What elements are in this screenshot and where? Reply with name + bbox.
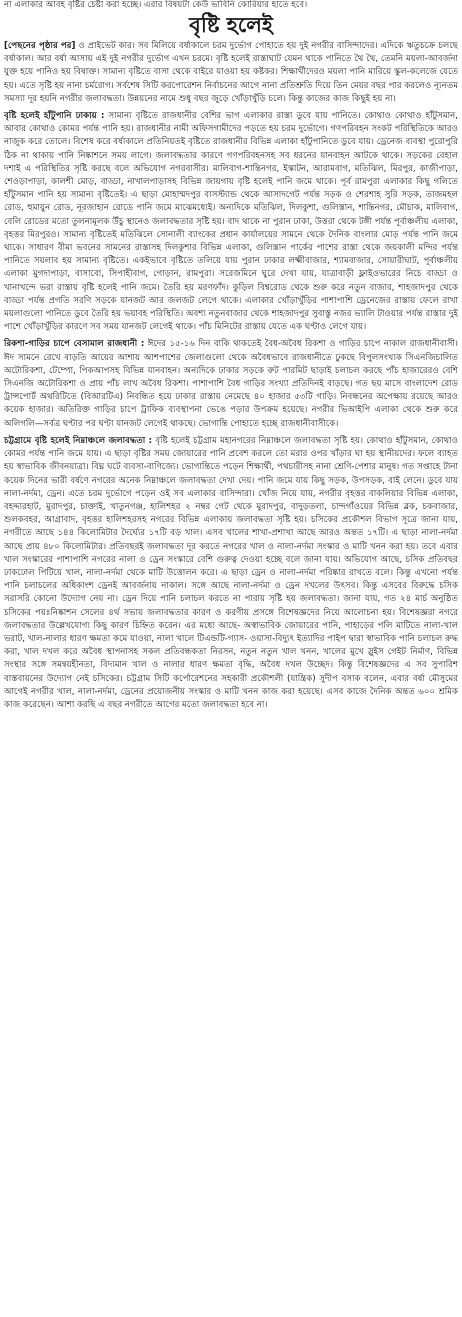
paragraph-text: সামান্য বৃষ্টিতে রাজধানীর বেশির ভাগ এলাকার রাস্তা ডুবে যায় পানিতে। কোথাও কোথাও হাঁটুসমান, আবার কোথাও কোমর পর্যন্ত পানি হয়। রাজধানীর নামী অফিসগামীদের পড়তে হয় চরম দুর্ভোগে। গণপরিবহন সংকট পরিস্থিতিকে আরও নাজুক করে তোলে। বিশেষ করে বর্ষাকালে প্রতিনিয়তই বৃষ্টিতে রাজধানীর বিভিন্ন এলাকা হাঁটুপানিতে ডুবে যায়। ড্রেনেজ ব্যবস্থা পুরোপুরি ঠিক না থাকায় পানি নিষ্কাশনে সময় লাগে। জলাবদ্ধতার কারণে গণপরিবহনসহ সব ধরনের যানবাহন আটকে থাকে। সড়কের বেহাল দশাই এ পরিস্থিতির সৃষ্টি করছে বলে অভিযোগ নগরবাসীর। মালিবাগ-শান্তিনগর, ইস্কাটন, আরামবাগ, মতিঝিল, মিরপুর, কাজীপাড়া, শেওড়াপাড়া, কালশী মোড়, বাড্ডা, নাখালপাড়াসহ বিভিন্ন জায়গায় বৃষ্টি হলেই পানি জমে থাকে। পূর্ব রামপুরা এলাকার কিছু গলিতে হাঁটুসমান পানি হয় সামান্য বৃষ্টিতেই। এ ছাড়া মোহাম্মদপুর বাসস্ট্যান্ড থেকে আসাদগেট পর্যন্ত সড়ক ও শেরশাহ সুরি সড়ক, তাজমহল রোড, হুমায়ুন রোড, নূরজাহান রোডে পানি জমে মাঝেমধ্যেই। অন্যদিকে মতিঝিল, দিলকুশা, গুলিস্তান, শান্তিনগর, মৌচাক, মালিবাগ, বেলি রোডের মতো তুলনামূলক উঁচু স্থানেও জলাবদ্ধতার সৃষ্টি হয়। বাদ থাকে না পুরান ঢাকা, উত্তরা থেকে টঙ্গী পর্যন্ত পূর্বাঞ্চলীয় এলাকা, বৃহত্তর মিরপুরও। সামান্য বৃষ্টিতেই মতিঝিলে সোনালী ব্যাংকের প্রধান কার্যালয়ের সামনে থেকে দৈনিক বাংলার মোড় পর্যন্ত পানি জমে থাকে। সাধারণ বীমা ভবনের সামনের রাস্তাসহ দিলকুশার বিভিন্ন এলাকা, গুলিস্তান পার্কের পাশের রাস্তা থেকে জয়কালী মন্দির পর্যন্ত পানিতে সয়লাব হয় সামান্য বৃষ্টিতে। একইভাবে বৃষ্টিতে তলিয়ে যায় পুরান ঢাকার লক্ষ্মীবাজার, শ্যামবাজার, সোয়ারীঘাট, পূর্বাঞ্চলীয় এলাকা মুগদাপাড়া, বাসাবো, সিপাহীবাগ, গোড়ান, রামপুরা। সরেজমিনে ঘুরে দেখা যায়, যাত্রাবাড়ী ফ্লাইওভারের নিচে বাড্ডা ও খানাখন্দে ভরা রাস্তায় বৃষ্টি হলেই পানি জমে। তৈরি হয় মরণফাঁদ। কুড়িল বিশ্বরোড থেকে শুরু করে নতুন বাজার, শাহজাদপুর থেকে বাড্ডা পর্যন্ত প্রগতি সরণি সড়কে যানজট আর জলজট লেগে থাকে। এলাকার খোঁড়াখুঁড়ির পাশাপাশি ড্রেনেজের রাস্তায় ফেলে রাখা ময়লাগুলো পানিতে ডুবে তৈরি হয় ভয়াবহ পরিস্থিতি। অবশ্য নতুনবাজার থেকে শাহজাদপুর সুবাস্তু নজর ভ্যালি টাওয়ার পর্যন্ত রাস্তার দুই পাশে খোঁড়াখুঁড়ির কারণে সব সময় যানজট লেগেই থাকে। পাঁচ মিনিটের রাস্তায় যেতে এক ঘণ্টাও লেগে যায়।: [4, 111, 458, 333]
article-paragraph-intro: [4, 40, 458, 106]
paragraph-text: ঈদের ১৫-১৬ দিন বাকি থাকতেই বৈধ-অবৈধ রিকশা ও গাড়ির চাপে নাকাল রাজধানীবাসী। ঈদ সামনে রেখে বাড়তি আয়ের আশায় আশপাশের জেলাগুলো থেকে অবৈধভাবে রাজধানীতে ঢুকছে বিপুলসংখ্যক সিএনজিচালিত অটোরিকশা, টেম্পো, পিকআপসহ বিভিন্ন যানবাহন। অন্যদিকে ঢাকার সড়কে রুট পারমিট ছাড়াই চলাচল করছে পাঁচ হাজারেরও বেশি সিএনজি অটোরিকশা ও প্রায় পাঁচ লাখ অবৈধ রিকশা। পাশাপাশি বৈধ গাড়ির সংখ্যা প্রতিদিনই বাড়ছে। গত ছয় মাসে বাংলাদেশ রোড ট্রান্সপোর্ট অথরিটিতে (বিআরটিএ) নিবন্ধিত হয়ে ঢাকার রাস্তায় নেমেছে ৪০ হাজার ৫৩টি গাড়ি। নিবন্ধনের অপেক্ষায় রয়েছে আরও কয়েক হাজার। অতিরিক্ত গাড়ির চাপে ট্রাফিক ব্যবস্থাপনা ভেঙে পড়ার উপক্রম হয়েছে। নগরীর ভিআইপি এলাকা থেকে শুরু করে অলিগলি—সর্বত্র ঘণ্টার পর ঘণ্টা যানজট লেগেই থাকছে। ভোগান্তি পোহাতে হচ্ছে রাজধানীবাসীকে।: [4, 339, 459, 429]
previous-article-fragment: না এলাকার আবহ বৃষ্টির চেষ্টা করা হচ্ছে। এরার বিষয়টা কেউ ভাবিনি কোরিয়ার হাতে হবে।: [4, 0, 308, 10]
article-paragraph-traffic: [4, 338, 458, 430]
subheading-chattogram: চট্টগ্রামে বৃষ্টি হলেই নিম্নাঞ্চলে জলাবদ্ধতা :: [4, 435, 153, 446]
article-paragraph-chattogram: [4, 435, 458, 712]
paragraph-text: বৃষ্টি হলেই চট্টগ্রাম মহানগরের নিম্নাঞ্চলে জলাবদ্ধতা সৃষ্টি হয়। কোথাও হাঁটুসমান, কোথাও কোমর পর্যন্ত পানি জমে যায়। এ ছাড়া বৃষ্টির সময় জোয়ারের পানি প্রবেশ করলে তো মরার ওপর খাঁড়ার ঘা হয় স্থানীয়দের। ফলে ব্যাহত হয় স্বাভাবিক জীবনযাত্রা। বিঘ্ন ঘটে ব্যবসা-বাণিজ্যে। ভোগান্তিতে পড়েন শিক্ষার্থী, পথচারীসহ নানা শ্রেণি-পেশার মানুষ। গত সপ্তাহে টানা কয়েক দিনের ভারী বর্ষণে নগরের অনেক নিম্নাঞ্চলে জলাবদ্ধতা দেখা দেয়। পানি জমে যায় কিছু সড়ক, উপসড়ক, বাই লেনে। ডুবে যায় নালা-নর্দমা, ড্রেন। এতে চরম দুর্ভোগে পড়েন ওই সব এলাকার বাসিন্দারা। খোঁজ নিয়ে যায়, নগরীর বৃহত্তর বাকলিয়ার বিভিন্ন এলাকা, বহদ্দারহাট, মুরাদপুর, চাক্তাই, খাতুনগঞ্জ, হালিশহর ২ নম্বর গেট থেকে মুরাদপুর, বাদুড়তলা, চান্দগাঁওয়ের বিভিন্ন ব্লক, চকবাজার, শুলকবহর, আগ্রাবাদ, বৃহত্তর হালিশহরসহ নগরের বিভিন্ন এলাকায় জলাবদ্ধতা সৃষ্টি হয়। চসিকের প্রকৌশল বিভাগ সূত্রে জানা যায়, নগরীতে আছে ১৪৪ কিলোমিটার দৈর্ঘ্যের ১৭টি বড় খাল। এসব খালের শাখা-প্রশাখা আছে আরও অন্তত ১৭টি। এ ছাড়া নালা-নর্দমা আছে প্রায় ৪৮০ কিলোমিটার। প্রতিবছরই জলাবদ্ধতা দূর করতে নগরের খাল ও নালা-নর্দমা সংস্কার ও মাটি খনন করা হয়। তবে এবার খাল সংস্কারের পাশাপাশি নগরের নালা ও ড্রেন সংস্কারে বেশি গুরুত্ব দেওয়া হচ্ছে বলে জানা যায়। অভিযোগ আছে, চসিক প্রতিবছর ঢাকঢোল পিটিয়ে খাল, নালা-নর্দমা থেকে মাটি উত্তোলন করে। এ ছাড়া ড্রেন ও নালা-নর্দমা পরিষ্কার রাখতে বলে। কিন্তু এখনো পর্যন্ত পানি চলাচলের অধিকাংশ ড্রেনই আবর্জনায় নাকাল। সঙ্গে আছে নালা-নর্দমা ও ড্রেন দখলের উৎসব। কিন্তু এসবের বিরুদ্ধে চসিক সরাসরি কোনো উদ্যোগ নেয় না। ড্রেন দিয়ে পানি চলাচল করতে না পারায় সৃষ্টি হয় জলাবদ্ধতা। জানা যায়, গত ২৪ মার্চ অনুষ্ঠিত চসিকের পয়ঃনিষ্কাশন সেলের ৪র্থ সভায় জলাবদ্ধতার কারণ ও করণীয় প্রসঙ্গে বিশেষজ্ঞদের নিয়ে আলোচনা হয়। বিশেষজ্ঞরা নগরে জলাবদ্ধতার উল্লেখযোগ্য কিছু কারণ চিহ্নিত করেন। এর মধ্যে আছে- অস্বাভাবিক জোয়ারের পানি, পাহাড়ের পলি মাটিতে নালা-খাল ভরাট, খাল-নালার ধারণ ক্ষমতা কমে যাওয়া, নালা খালে টিএন্ডটি-গ্যাস- ওয়াসা-বিদ্যুৎ ইত্যাদির পাইপ দ্বারা স্বাভাবিক পানি চলাচল রুদ্ধ করা, খাল দখল করে অবৈধ স্থাপনাসহ সকল প্রতিবন্ধকতা নিরসন, নতুন নতুন খাল খনন, খালের মুখে স্লুইস গেইট নির্মাণ, বিভিন্ন সংস্থার সঙ্গে সমন্বয়হীনতা, বিদ্যমান খাল ও নালার ধারণ ক্ষমতা বৃদ্ধি, অবৈধ দখল উচ্ছেদ। কিন্তু বিশেষজ্ঞদের এ সব সুপারিশ বাস্তবায়নের উদ্যোগ নেই চসিকের। চট্টগ্রাম সিটি কর্পোরেশনের সহকারী প্রকৌশলী (যান্ত্রিক) সুদীপ বসাক বলেন, এবার বর্ষা মৌসুমের আগেই নগরীর খাল, নালা-নর্দমা, ড্রেনের প্রয়োজনীয় সংস্কার ও মাটি খনন কাজ করা হয়েছে। এসব কাজে দৈনিক অন্তত ৬০০ শ্রমিক কাজ করেছেন। আশা করছি এ বছর নগরীতে আগের মতো জলাবদ্ধতা হবে না।: [4, 435, 458, 710]
article-headline: বৃষ্টি হলেই: [189, 13, 273, 37]
continuation-marker: [পেছনের পৃষ্ঠার পর]: [4, 41, 76, 51]
subheading-traffic: রিকশা-গাড়ির চাপে বেসামাল রাজধানী :: [4, 339, 145, 350]
paragraph-text: ও প্রাইভেট কার। সব মিলিয়ে বর্ষাকালে চরম দুর্ভোগ পোহাতে হয় দুই নগরীর বাসিন্দাদের। এদিকে ঋতুচক্রে চলছে বর্ষাকাল। আর বর্ষা আসায় এই দুই নগরীর দুর্ভোগ এখন চরমে। বৃষ্টি হলেই রাস্তাঘাট যেমন থাকে পানিতে থৈ থৈ, তেমনি ময়লা-আবর্জনা যুক্ত হয়ে পানিও হয় বিষাক্ত। সামান্য বৃষ্টিতে বাসা থেকে বাইরে যাওয়া হয় কষ্টকর। শিক্ষার্থীদেরও ময়লা পানি মারিয়ে স্কুল-কলেজে যেতে হয়। এতে সৃষ্টি হয় নানা চর্মরোগ। সর্বশেষ সিটি করপোরেশন নির্বাচনের আগে নানা প্রতিশ্রুতি দিয়ে তিন মেয়র বছর পার করলেও ন্যূনতম সমস্যা দূর হয়নি নগরীর জলাবদ্ধতা। উন্নয়নের নামে শুধু বছর জুড়ে খোঁড়াখুঁড়ি চলে। কিন্তু কাজের কাজ কিছুই হয় না।: [4, 41, 458, 104]
subheading-dhaka-waterlogging: বৃষ্টি হলেই হাঁটুপানি ঢাকায় :: [4, 111, 105, 122]
article-paragraph-dhaka-waterlogging: [4, 110, 458, 334]
